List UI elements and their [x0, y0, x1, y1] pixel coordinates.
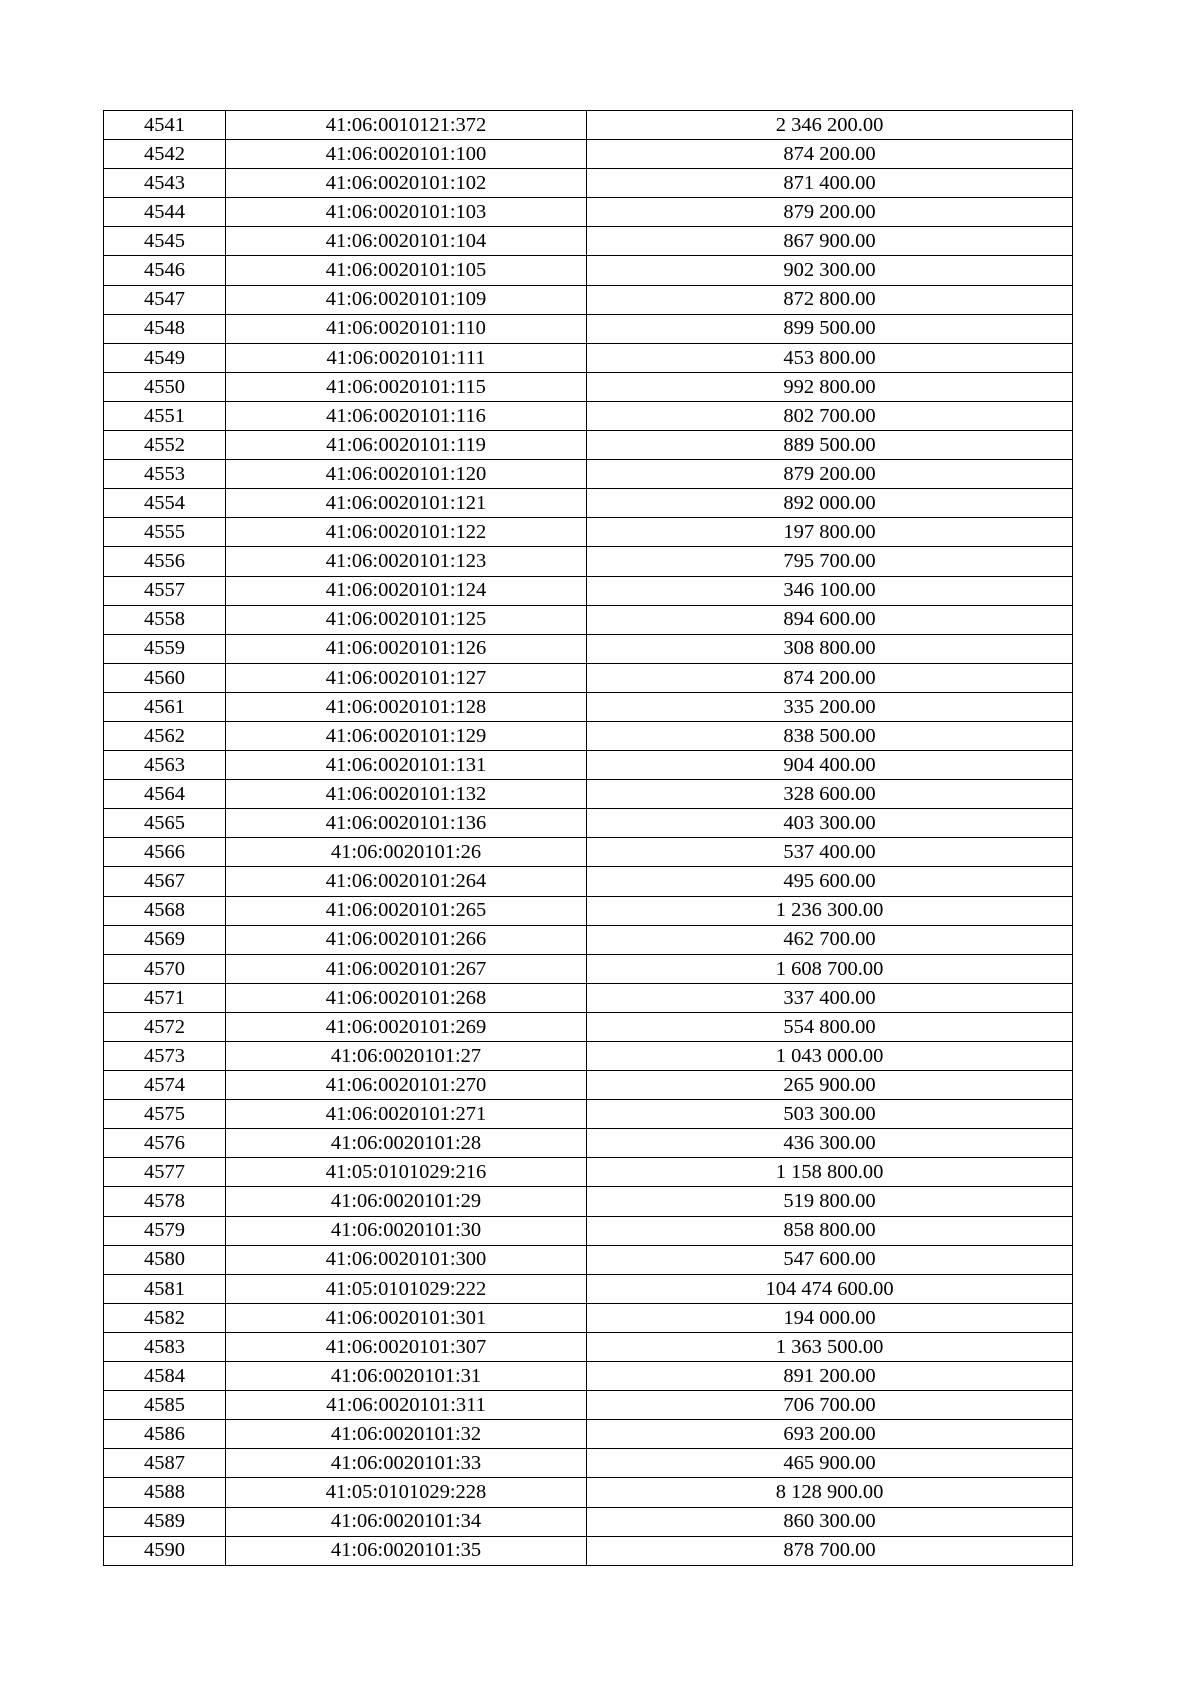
- cadastral-number-cell: 41:05:0101029:228: [226, 1478, 587, 1507]
- cadastral-value-cell: 328 600.00: [587, 780, 1073, 809]
- cadastral-number-cell: 41:06:0020101:31: [226, 1362, 587, 1391]
- cadastral-value-cell: 1 043 000.00: [587, 1042, 1073, 1071]
- cadastral-number-cell: 41:06:0020101:131: [226, 751, 587, 780]
- cadastral-number-cell: 41:06:0020101:269: [226, 1012, 587, 1041]
- row-number-cell: 4554: [104, 489, 226, 518]
- table-row: [104, 460, 1073, 489]
- table-row: [104, 169, 1073, 198]
- cadastral-value-cell: 838 500.00: [587, 721, 1073, 750]
- cadastral-value-cell: 892 000.00: [587, 489, 1073, 518]
- cadastral-value-cell: 308 800.00: [587, 634, 1073, 663]
- cadastral-number-cell: 41:06:0020101:26: [226, 838, 587, 867]
- cadastral-number-cell: 41:06:0020101:132: [226, 780, 587, 809]
- row-number-cell: 4553: [104, 460, 226, 489]
- row-number-cell: 4580: [104, 1245, 226, 1274]
- cadastral-number-cell: 41:06:0020101:129: [226, 721, 587, 750]
- table-row: [104, 576, 1073, 605]
- row-number-cell: 4551: [104, 401, 226, 430]
- cadastral-value-cell: 992 800.00: [587, 372, 1073, 401]
- table-row: [104, 431, 1073, 460]
- cadastral-number-cell: 41:05:0101029:222: [226, 1274, 587, 1303]
- cadastral-value-cell: 879 200.00: [587, 460, 1073, 489]
- cadastral-number-cell: 41:06:0020101:123: [226, 547, 587, 576]
- cadastral-number-cell: 41:06:0020101:104: [226, 227, 587, 256]
- table-row: [104, 1216, 1073, 1245]
- table-row: [104, 751, 1073, 780]
- cadastral-value-cell: 337 400.00: [587, 983, 1073, 1012]
- row-number-cell: 4544: [104, 198, 226, 227]
- cadastral-value-cell: 878 700.00: [587, 1536, 1073, 1565]
- cadastral-value-cell: 872 800.00: [587, 285, 1073, 314]
- cadastral-number-cell: 41:06:0020101:109: [226, 285, 587, 314]
- row-number-cell: 4563: [104, 751, 226, 780]
- table-row: [104, 111, 1073, 140]
- table-row: [104, 896, 1073, 925]
- cadastral-value-cell: 1 363 500.00: [587, 1332, 1073, 1361]
- cadastral-value-table: [103, 110, 1073, 1566]
- row-number-cell: 4573: [104, 1042, 226, 1071]
- cadastral-number-cell: 41:06:0020101:35: [226, 1536, 587, 1565]
- cadastral-value-cell: 462 700.00: [587, 925, 1073, 954]
- cadastral-number-cell: 41:06:0020101:32: [226, 1420, 587, 1449]
- row-number-cell: 4576: [104, 1129, 226, 1158]
- table-row: [104, 1420, 1073, 1449]
- row-number-cell: 4588: [104, 1478, 226, 1507]
- table-row: [104, 314, 1073, 343]
- table-row: [104, 721, 1073, 750]
- cadastral-value-cell: 879 200.00: [587, 198, 1073, 227]
- row-number-cell: 4584: [104, 1362, 226, 1391]
- row-number-cell: 4555: [104, 518, 226, 547]
- row-number-cell: 4583: [104, 1332, 226, 1361]
- cadastral-number-cell: 41:06:0020101:111: [226, 343, 587, 372]
- row-number-cell: 4565: [104, 809, 226, 838]
- table-row: [104, 663, 1073, 692]
- table-row: [104, 1478, 1073, 1507]
- row-number-cell: 4542: [104, 140, 226, 169]
- cadastral-value-cell: 1 608 700.00: [587, 954, 1073, 983]
- cadastral-number-cell: 41:06:0020101:100: [226, 140, 587, 169]
- cadastral-number-cell: 41:06:0020101:300: [226, 1245, 587, 1274]
- cadastral-number-cell: 41:06:0020101:125: [226, 605, 587, 634]
- cadastral-number-cell: 41:06:0010121:372: [226, 111, 587, 140]
- cadastral-value-cell: 554 800.00: [587, 1012, 1073, 1041]
- cadastral-number-cell: 41:06:0020101:120: [226, 460, 587, 489]
- table-row: [104, 489, 1073, 518]
- cadastral-value-cell: 8 128 900.00: [587, 1478, 1073, 1507]
- cadastral-number-cell: 41:06:0020101:270: [226, 1071, 587, 1100]
- cadastral-number-cell: 41:06:0020101:122: [226, 518, 587, 547]
- cadastral-number-cell: 41:06:0020101:268: [226, 983, 587, 1012]
- row-number-cell: 4572: [104, 1012, 226, 1041]
- table-row: [104, 343, 1073, 372]
- table-row: [104, 1536, 1073, 1565]
- row-number-cell: 4570: [104, 954, 226, 983]
- cadastral-number-cell: 41:06:0020101:34: [226, 1507, 587, 1536]
- row-number-cell: 4548: [104, 314, 226, 343]
- cadastral-number-cell: 41:06:0020101:33: [226, 1449, 587, 1478]
- row-number-cell: 4568: [104, 896, 226, 925]
- row-number-cell: 4549: [104, 343, 226, 372]
- cadastral-number-cell: 41:06:0020101:311: [226, 1391, 587, 1420]
- cadastral-number-cell: 41:06:0020101:266: [226, 925, 587, 954]
- row-number-cell: 4577: [104, 1158, 226, 1187]
- cadastral-number-cell: 41:06:0020101:119: [226, 431, 587, 460]
- row-number-cell: 4552: [104, 431, 226, 460]
- row-number-cell: 4556: [104, 547, 226, 576]
- row-number-cell: 4571: [104, 983, 226, 1012]
- table-row: [104, 1303, 1073, 1332]
- table-row: [104, 1012, 1073, 1041]
- cadastral-value-cell: 2 346 200.00: [587, 111, 1073, 140]
- table-row: [104, 1129, 1073, 1158]
- table-row: [104, 256, 1073, 285]
- cadastral-value-cell: 902 300.00: [587, 256, 1073, 285]
- cadastral-value-cell: 858 800.00: [587, 1216, 1073, 1245]
- row-number-cell: 4566: [104, 838, 226, 867]
- cadastral-number-cell: 41:06:0020101:127: [226, 663, 587, 692]
- cadastral-value-cell: 889 500.00: [587, 431, 1073, 460]
- cadastral-value-cell: 894 600.00: [587, 605, 1073, 634]
- cadastral-number-cell: 41:06:0020101:29: [226, 1187, 587, 1216]
- row-number-cell: 4567: [104, 867, 226, 896]
- table-row: [104, 809, 1073, 838]
- cadastral-number-cell: 41:06:0020101:28: [226, 1129, 587, 1158]
- row-number-cell: 4546: [104, 256, 226, 285]
- table-row: [104, 925, 1073, 954]
- table-row: [104, 1332, 1073, 1361]
- cadastral-value-cell: 874 200.00: [587, 663, 1073, 692]
- table-row: [104, 140, 1073, 169]
- cadastral-number-cell: 41:06:0020101:27: [226, 1042, 587, 1071]
- row-number-cell: 4559: [104, 634, 226, 663]
- cadastral-number-cell: 41:06:0020101:105: [226, 256, 587, 285]
- cadastral-number-cell: 41:06:0020101:301: [226, 1303, 587, 1332]
- table-row: [104, 1100, 1073, 1129]
- cadastral-value-cell: 860 300.00: [587, 1507, 1073, 1536]
- cadastral-value-cell: 891 200.00: [587, 1362, 1073, 1391]
- table-row: [104, 1449, 1073, 1478]
- row-number-cell: 4561: [104, 692, 226, 721]
- table-row: [104, 401, 1073, 430]
- cadastral-value-cell: 693 200.00: [587, 1420, 1073, 1449]
- table-row: [104, 1274, 1073, 1303]
- cadastral-number-cell: 41:06:0020101:136: [226, 809, 587, 838]
- cadastral-value-cell: 899 500.00: [587, 314, 1073, 343]
- cadastral-number-cell: 41:06:0020101:124: [226, 576, 587, 605]
- row-number-cell: 4579: [104, 1216, 226, 1245]
- row-number-cell: 4547: [104, 285, 226, 314]
- row-number-cell: 4564: [104, 780, 226, 809]
- table-row: [104, 1507, 1073, 1536]
- row-number-cell: 4586: [104, 1420, 226, 1449]
- table-row: [104, 1391, 1073, 1420]
- row-number-cell: 4590: [104, 1536, 226, 1565]
- row-number-cell: 4587: [104, 1449, 226, 1478]
- table-row: [104, 838, 1073, 867]
- row-number-cell: 4541: [104, 111, 226, 140]
- cadastral-value-cell: 1 236 300.00: [587, 896, 1073, 925]
- cadastral-number-cell: 41:06:0020101:267: [226, 954, 587, 983]
- table-row: [104, 634, 1073, 663]
- cadastral-number-cell: 41:06:0020101:307: [226, 1332, 587, 1361]
- cadastral-value-cell: 265 900.00: [587, 1071, 1073, 1100]
- row-number-cell: 4585: [104, 1391, 226, 1420]
- cadastral-number-cell: 41:06:0020101:30: [226, 1216, 587, 1245]
- cadastral-value-cell: 537 400.00: [587, 838, 1073, 867]
- table-row: [104, 547, 1073, 576]
- table-body: [104, 111, 1073, 1566]
- table-row: [104, 1362, 1073, 1391]
- cadastral-number-cell: 41:06:0020101:271: [226, 1100, 587, 1129]
- row-number-cell: 4574: [104, 1071, 226, 1100]
- row-number-cell: 4543: [104, 169, 226, 198]
- table-row: [104, 605, 1073, 634]
- cadastral-number-cell: 41:06:0020101:103: [226, 198, 587, 227]
- cadastral-value-cell: 874 200.00: [587, 140, 1073, 169]
- row-number-cell: 4581: [104, 1274, 226, 1303]
- row-number-cell: 4578: [104, 1187, 226, 1216]
- cadastral-value-cell: 519 800.00: [587, 1187, 1073, 1216]
- cadastral-value-cell: 904 400.00: [587, 751, 1073, 780]
- cadastral-value-cell: 547 600.00: [587, 1245, 1073, 1274]
- cadastral-value-cell: 194 000.00: [587, 1303, 1073, 1332]
- row-number-cell: 4562: [104, 721, 226, 750]
- cadastral-number-cell: 41:06:0020101:128: [226, 692, 587, 721]
- cadastral-number-cell: 41:06:0020101:126: [226, 634, 587, 663]
- row-number-cell: 4550: [104, 372, 226, 401]
- cadastral-number-cell: 41:06:0020101:110: [226, 314, 587, 343]
- cadastral-number-cell: 41:06:0020101:116: [226, 401, 587, 430]
- table-row: [104, 1187, 1073, 1216]
- row-number-cell: 4560: [104, 663, 226, 692]
- table-row: [104, 227, 1073, 256]
- row-number-cell: 4545: [104, 227, 226, 256]
- cadastral-value-cell: 104 474 600.00: [587, 1274, 1073, 1303]
- cadastral-number-cell: 41:05:0101029:216: [226, 1158, 587, 1187]
- row-number-cell: 4557: [104, 576, 226, 605]
- cadastral-value-cell: 795 700.00: [587, 547, 1073, 576]
- table-row: [104, 867, 1073, 896]
- cadastral-number-cell: 41:06:0020101:102: [226, 169, 587, 198]
- table-row: [104, 1158, 1073, 1187]
- table-row: [104, 692, 1073, 721]
- cadastral-number-cell: 41:06:0020101:265: [226, 896, 587, 925]
- cadastral-value-cell: 335 200.00: [587, 692, 1073, 721]
- table-row: [104, 372, 1073, 401]
- table-row: [104, 1071, 1073, 1100]
- cadastral-value-cell: 453 800.00: [587, 343, 1073, 372]
- cadastral-value-cell: 495 600.00: [587, 867, 1073, 896]
- cadastral-value-cell: 871 400.00: [587, 169, 1073, 198]
- cadastral-value-cell: 197 800.00: [587, 518, 1073, 547]
- table-row: [104, 518, 1073, 547]
- cadastral-value-cell: 1 158 800.00: [587, 1158, 1073, 1187]
- table-row: [104, 198, 1073, 227]
- row-number-cell: 4569: [104, 925, 226, 954]
- cadastral-value-cell: 346 100.00: [587, 576, 1073, 605]
- table-row: [104, 285, 1073, 314]
- cadastral-value-cell: 465 900.00: [587, 1449, 1073, 1478]
- cadastral-value-cell: 503 300.00: [587, 1100, 1073, 1129]
- cadastral-value-cell: 706 700.00: [587, 1391, 1073, 1420]
- table-row: [104, 780, 1073, 809]
- cadastral-number-cell: 41:06:0020101:121: [226, 489, 587, 518]
- cadastral-value-cell: 436 300.00: [587, 1129, 1073, 1158]
- cadastral-value-cell: 802 700.00: [587, 401, 1073, 430]
- row-number-cell: 4589: [104, 1507, 226, 1536]
- cadastral-number-cell: 41:06:0020101:115: [226, 372, 587, 401]
- row-number-cell: 4575: [104, 1100, 226, 1129]
- cadastral-value-cell: 867 900.00: [587, 227, 1073, 256]
- table-row: [104, 954, 1073, 983]
- table-row: [104, 983, 1073, 1012]
- row-number-cell: 4582: [104, 1303, 226, 1332]
- cadastral-value-cell: 403 300.00: [587, 809, 1073, 838]
- row-number-cell: 4558: [104, 605, 226, 634]
- table-row: [104, 1042, 1073, 1071]
- cadastral-number-cell: 41:06:0020101:264: [226, 867, 587, 896]
- table-row: [104, 1245, 1073, 1274]
